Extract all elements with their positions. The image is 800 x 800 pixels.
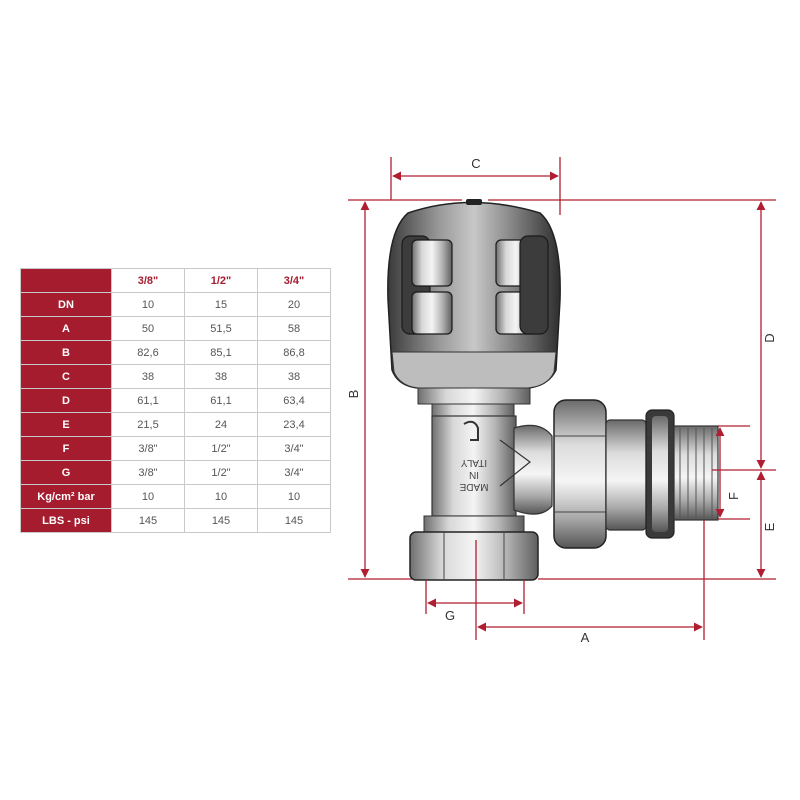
dimension-a-label: A (580, 630, 590, 645)
table-cell: 63,4 (258, 389, 331, 413)
table-cell: 86,8 (258, 341, 331, 365)
table-cell: 10 (185, 485, 258, 509)
table-cell: 10 (112, 293, 185, 317)
table-cell: 51,5 (185, 317, 258, 341)
table-cell: 3/4" (258, 461, 331, 485)
row-label: F (21, 437, 112, 461)
table-cell: 61,1 (112, 389, 185, 413)
table-cell: 58 (258, 317, 331, 341)
row-label: Kg/cm² bar (21, 485, 112, 509)
table-cell: 21,5 (112, 413, 185, 437)
stamp-line: IN (469, 469, 479, 480)
table-cell: 1/2" (185, 461, 258, 485)
row-label: LBS - psi (21, 509, 112, 533)
valve-body (388, 199, 718, 580)
table-cell: 61,1 (185, 389, 258, 413)
row-label: C (21, 365, 112, 389)
row-label: G (21, 461, 112, 485)
column-header: 3/4" (258, 269, 331, 293)
stamp-line: ITALY (460, 457, 488, 468)
inlet-nut (410, 532, 538, 580)
table-cell: 38 (112, 365, 185, 389)
table-cell: 145 (258, 509, 331, 533)
table-cell: 85,1 (185, 341, 258, 365)
dimension-g-label: G (444, 608, 456, 623)
column-header: 1/2" (185, 269, 258, 293)
table-cell: 23,4 (258, 413, 331, 437)
table-cell: 15 (185, 293, 258, 317)
dimension-c-label: C (471, 156, 481, 171)
row-label: A (21, 317, 112, 341)
table-cell: 3/8" (112, 437, 185, 461)
stamp-line: MADE (459, 481, 489, 492)
union-nut (554, 400, 606, 548)
table-cell: 38 (185, 365, 258, 389)
table-cell: 1/2" (185, 437, 258, 461)
row-label: B (21, 341, 112, 365)
row-label: DN (21, 293, 112, 317)
table-cell: 50 (112, 317, 185, 341)
dimension-d-label: D (762, 333, 777, 343)
table-cell: 3/8" (112, 461, 185, 485)
row-label: D (21, 389, 112, 413)
table-cell: 145 (112, 509, 185, 533)
table-cell: 145 (185, 509, 258, 533)
table-cell: 10 (112, 485, 185, 509)
table-cell: 3/4" (258, 437, 331, 461)
table-cell: 24 (185, 413, 258, 437)
dimension-f-label: F (726, 492, 741, 500)
table-cell: 38 (258, 365, 331, 389)
table-cell: 20 (258, 293, 331, 317)
column-header: 3/8" (112, 269, 185, 293)
dimension-e-label: E (762, 522, 777, 532)
row-label: E (21, 413, 112, 437)
table-cell: 10 (258, 485, 331, 509)
table-cell: 82,6 (112, 341, 185, 365)
dimension-b-label: B (346, 389, 361, 399)
